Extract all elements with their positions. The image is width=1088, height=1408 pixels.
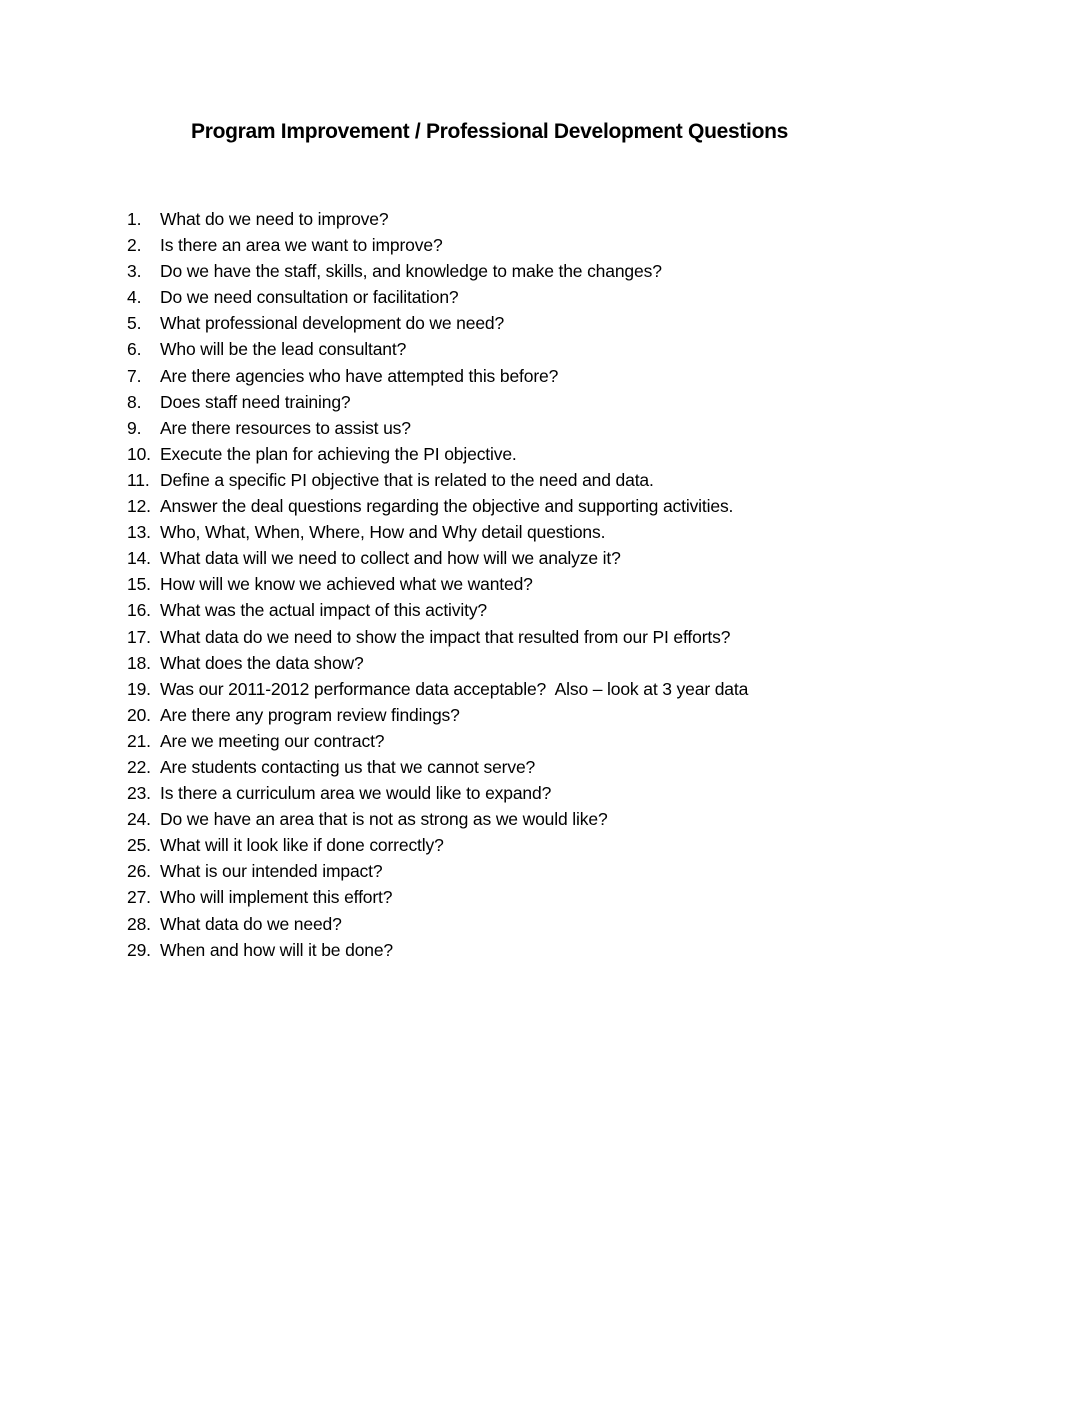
question-number: 10. — [127, 443, 151, 464]
question-text: Is there an area we want to improve? — [160, 235, 443, 256]
question-number: 12. — [127, 496, 151, 517]
question-number: 22. — [127, 756, 151, 777]
list-item — [127, 493, 748, 519]
question-text: When and how will it be done? — [160, 939, 394, 960]
list-item — [127, 232, 748, 258]
list-item — [127, 363, 748, 389]
question-number: 21. — [127, 730, 151, 751]
list-item — [127, 441, 748, 467]
question-list — [127, 206, 748, 963]
list-item — [127, 389, 748, 415]
question-text: What data will we need to collect and how will we analyze it? — [160, 548, 621, 569]
list-item — [127, 754, 748, 780]
question-number: 23. — [127, 783, 151, 804]
list-item — [127, 858, 748, 884]
list-item — [127, 884, 748, 910]
question-number: 13. — [127, 522, 151, 543]
question-number: 6. — [127, 339, 142, 360]
question-text: Define a specific PI objective that is related to the need and data. — [160, 469, 654, 490]
question-number: 27. — [127, 887, 151, 908]
question-number: 24. — [127, 809, 151, 830]
list-item — [127, 676, 748, 702]
question-number: 11. — [127, 469, 150, 490]
question-text: Answer the deal questions regarding the objective and supporting activities. — [160, 496, 734, 517]
question-number: 1. — [127, 209, 142, 229]
list-item — [127, 284, 748, 310]
list-item — [127, 519, 748, 545]
question-number: 3. — [127, 261, 142, 282]
list-item — [127, 911, 748, 937]
question-text: Do we need consultation or facilitation? — [160, 287, 459, 308]
question-number: 28. — [127, 913, 151, 934]
question-number: 9. — [127, 417, 142, 438]
question-number: 16. — [127, 600, 151, 621]
list-item — [127, 702, 748, 728]
question-text: Are we meeting our contract? — [160, 730, 385, 751]
question-text: What data do we need to show the impact that resulted from our PI efforts? — [160, 626, 731, 647]
list-item — [127, 545, 748, 571]
question-number: 14. — [127, 548, 151, 569]
list-item — [127, 467, 748, 493]
list-item — [127, 937, 748, 963]
list-item — [127, 258, 748, 284]
question-text: What is our intended impact? — [160, 861, 383, 882]
list-item — [127, 310, 748, 336]
list-item — [127, 650, 748, 676]
page-title: Program Improvement / Professional Development Questions — [191, 120, 789, 143]
question-text: What do we need to improve? — [160, 209, 389, 229]
question-number: 4. — [127, 287, 142, 308]
question-number: 19. — [127, 678, 151, 699]
question-text: Are there resources to assist us? — [160, 417, 411, 438]
question-number: 2. — [127, 235, 142, 256]
question-number: 20. — [127, 704, 151, 725]
list-item — [127, 624, 748, 650]
list-item — [127, 571, 748, 597]
question-number: 17. — [127, 626, 151, 647]
list-item — [127, 780, 748, 806]
question-number: 5. — [127, 313, 142, 334]
question-number: 8. — [127, 391, 142, 412]
list-item — [127, 336, 748, 362]
question-text: Does staff need training? — [160, 391, 351, 412]
question-text: Do we have the staff, skills, and knowledge to make the changes? — [160, 261, 662, 282]
list-item — [127, 415, 748, 441]
question-text: Who, What, When, Where, How and Why detail questions. — [160, 522, 606, 543]
question-text: How will we know we achieved what we wanted? — [160, 574, 533, 595]
question-text: Are there any program review findings? — [160, 704, 460, 725]
list-item — [127, 597, 748, 623]
list-item — [127, 832, 748, 858]
question-text: Are students contacting us that we cannot serve? — [160, 756, 536, 777]
question-text: What professional development do we need? — [160, 313, 505, 334]
question-text: What will it look like if done correctly? — [160, 835, 444, 856]
question-text: Execute the plan for achieving the PI objective. — [160, 443, 517, 464]
question-text: What does the data show? — [160, 652, 364, 673]
question-number: 15. — [127, 574, 151, 595]
question-text: Who will be the lead consultant? — [160, 339, 407, 360]
list-item — [127, 806, 748, 832]
question-text: What was the actual impact of this activity? — [160, 600, 488, 621]
question-text: Do we have an area that is not as strong as we would like? — [160, 809, 608, 830]
question-number: 7. — [127, 365, 142, 386]
list-item — [127, 206, 748, 232]
question-text: Was our 2011-2012 performance data acceptable? Also – look at 3 year data — [160, 678, 749, 699]
question-number: 25. — [127, 835, 151, 856]
question-text: Who will implement this effort? — [160, 887, 393, 908]
question-text: What data do we need? — [160, 913, 342, 934]
question-number: 29. — [127, 939, 151, 960]
question-text: Are there agencies who have attempted this before? — [160, 365, 559, 386]
question-number: 26. — [127, 861, 151, 882]
list-item — [127, 728, 748, 754]
question-number: 18. — [127, 652, 151, 673]
question-text: Is there a curriculum area we would like to expand? — [160, 783, 552, 804]
